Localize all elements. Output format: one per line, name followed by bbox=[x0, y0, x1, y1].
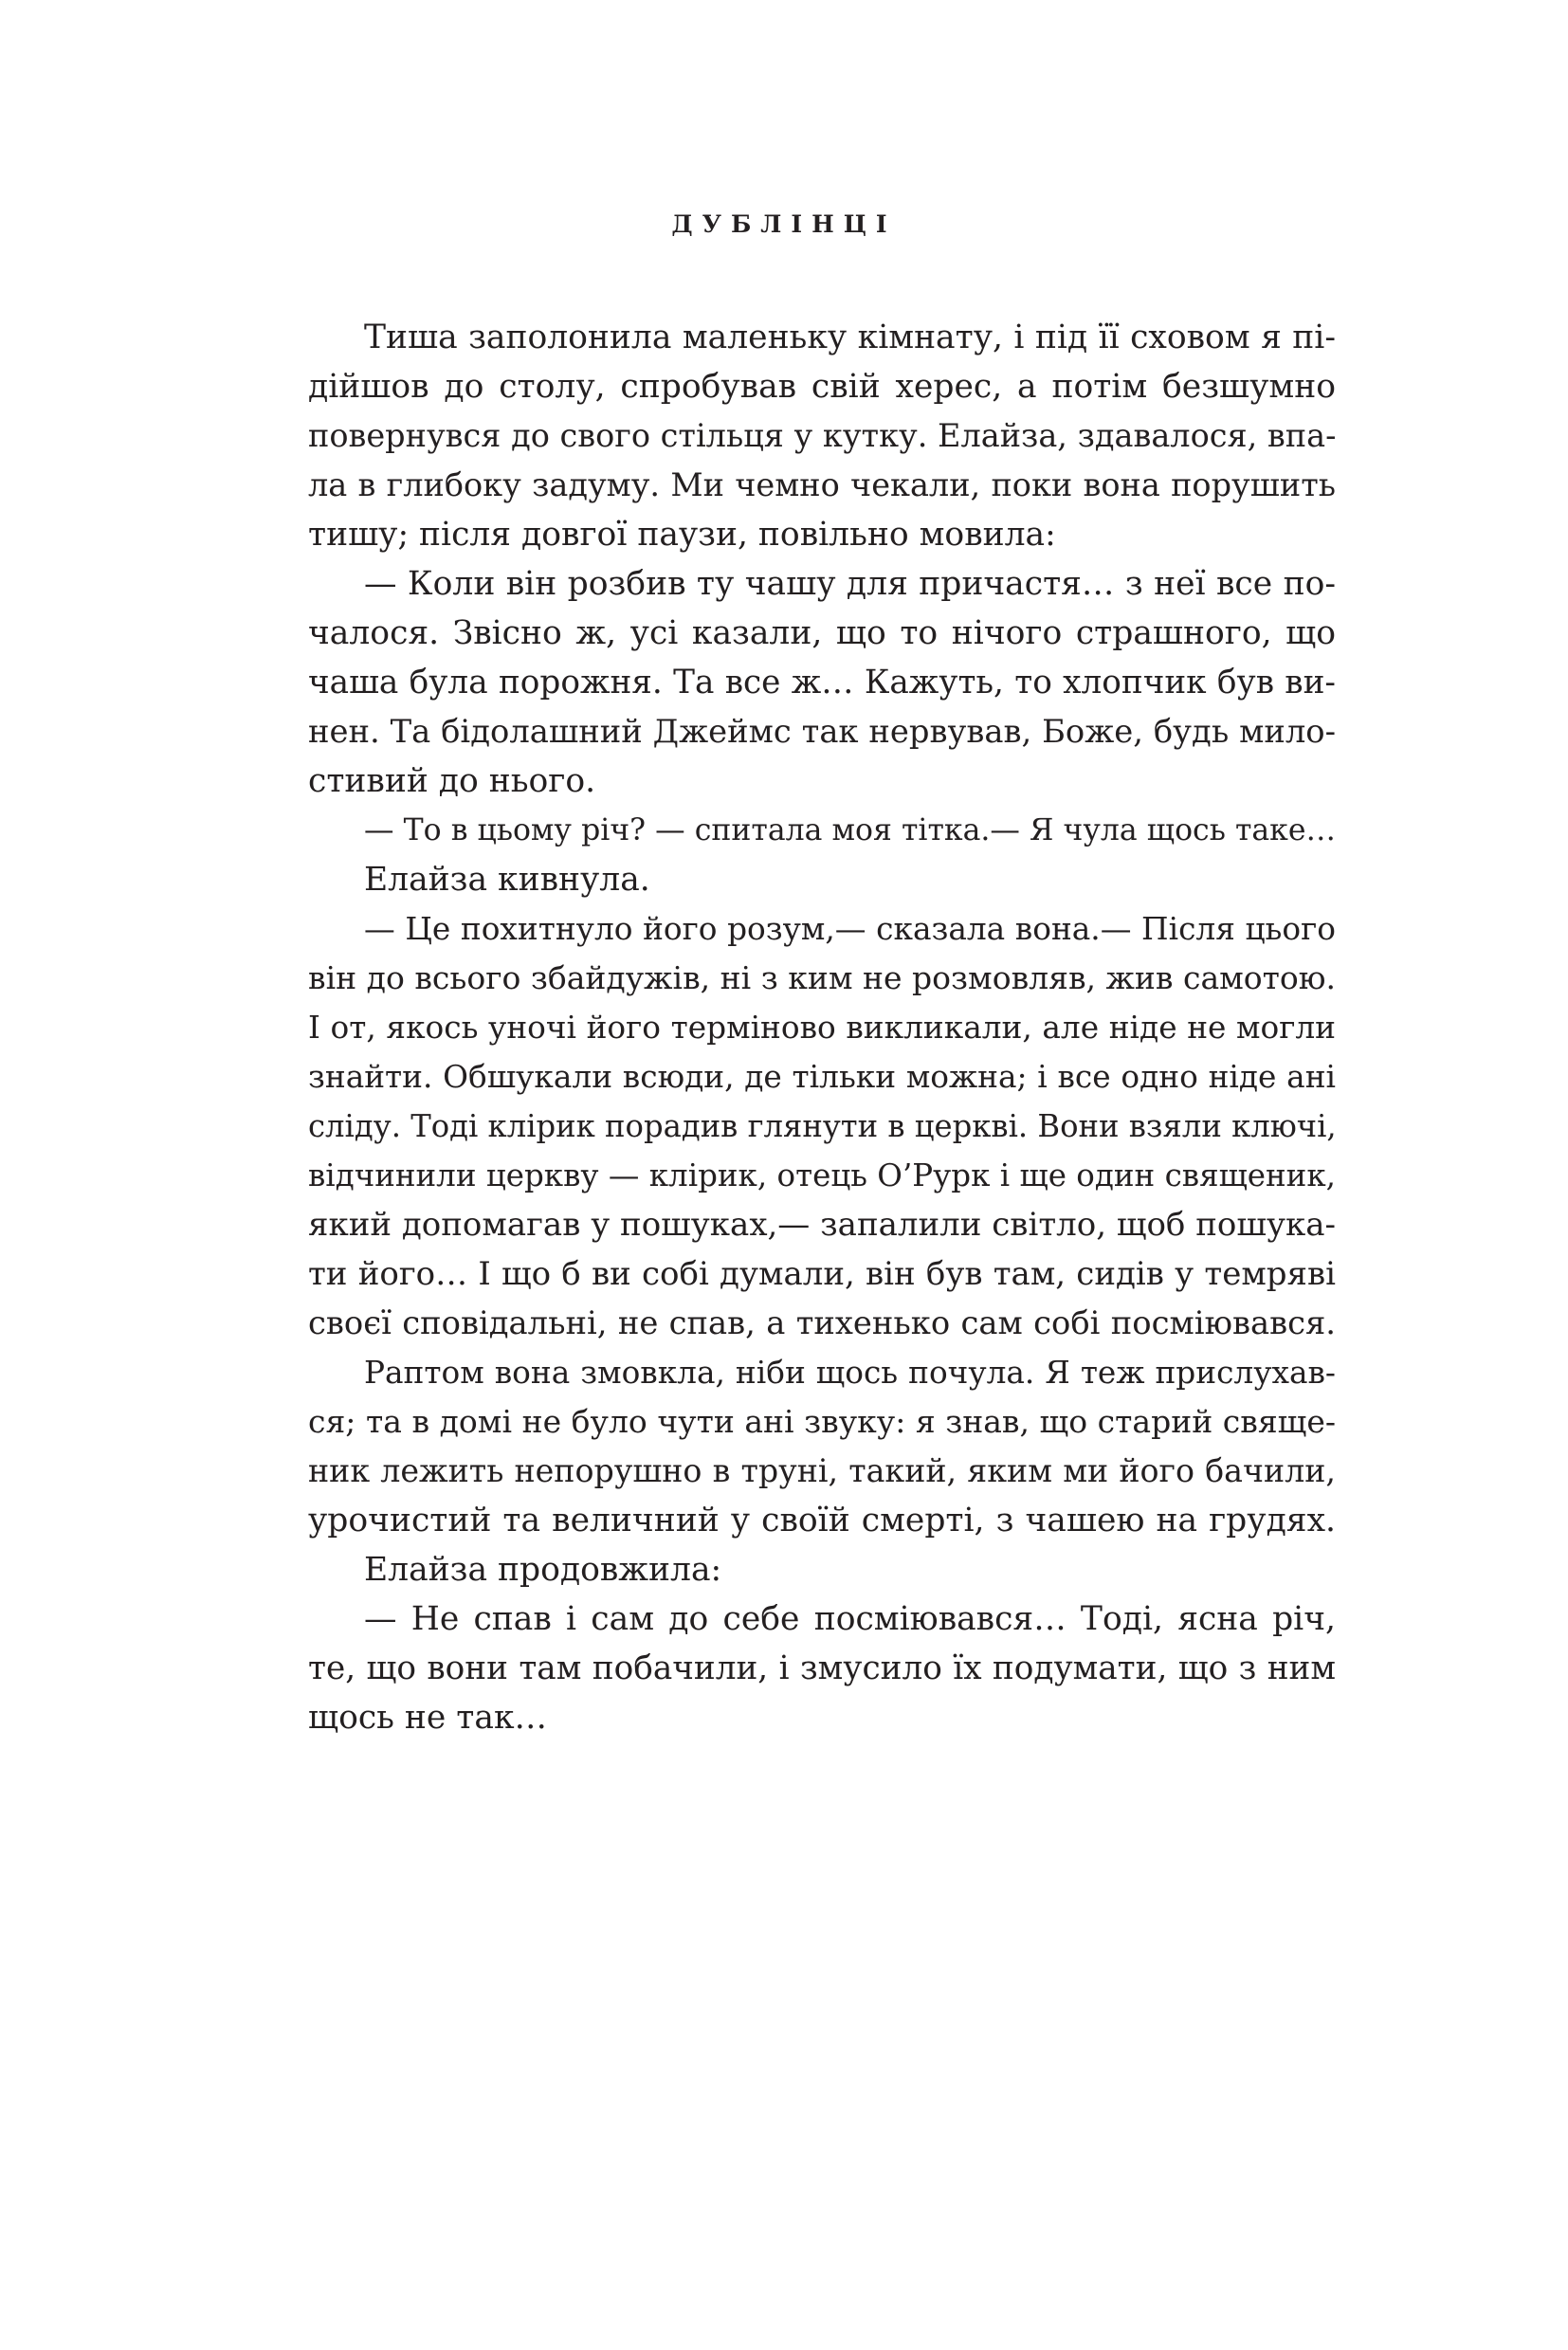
text-line: чаша була порожня. Та все ж… Кажуть, то хлопчик був ви- bbox=[308, 664, 1336, 701]
text-line: тишу; після довгої паузи, повільно мовила: bbox=[308, 516, 1056, 554]
text-line: нен. Та бідолашний Джеймс так нервував, Боже, будь мило- bbox=[308, 713, 1336, 750]
text-line: Раптом вона змовкла, ніби щось почула. Я теж прислухав- bbox=[364, 1355, 1336, 1391]
text-line: повернувся до свого стільця у кутку. Елайза, здавалося, впа- bbox=[308, 417, 1337, 454]
text-line: — Це похитнуло його розум,— сказала вона.— Після цього bbox=[364, 911, 1336, 947]
text-line: урочистий та величний у своїй смерті, з чашею на грудях. bbox=[308, 1502, 1336, 1539]
text-line: знайти. Обшукали всюди, де тільки можна; і все одно ніде ані bbox=[308, 1059, 1336, 1095]
text-line: Тиша заполонила маленьку кімнату, і під її сховом я пі- bbox=[364, 319, 1336, 356]
text-line: — Не спав і сам до себе посміювався… Тоді, ясна річ, bbox=[364, 1600, 1336, 1638]
text-line: — То в цьому річ? — спитала моя тітка.— Я чула щось таке… bbox=[364, 813, 1336, 847]
text-line: сліду. Тоді клірик порадив глянути в церкві. Вони взяли ключі, bbox=[308, 1108, 1337, 1144]
text-line: ся; та в домі не було чути ані звуку: я знав, що старий свяще- bbox=[308, 1403, 1336, 1440]
text-line: І от, якось уночі його терміново викликали, але ніде не могли bbox=[308, 1010, 1336, 1046]
text-line: стивий до нього. bbox=[308, 762, 596, 800]
text-line: щось не так… bbox=[308, 1699, 548, 1737]
text-line: ник лежить непорушно в труні, такий, яким ми його бачили, bbox=[308, 1452, 1336, 1489]
text-line: ти його… І що б ви собі думали, він був там, сидів у темряві bbox=[308, 1255, 1336, 1293]
text-line: який допомагав у пошуках,— запалили світло, щоб пошука- bbox=[308, 1206, 1336, 1244]
text-line: Елайза кивнула. bbox=[364, 861, 650, 899]
text-line: — Коли він розбив ту чашу для причастя… з неї все по- bbox=[364, 565, 1336, 603]
text-line: він до всього збайдужів, ні з ким не розмовляв, жив самотою. bbox=[308, 959, 1336, 996]
text-line: дійшов до столу, спробував свій херес, а потім безшумно bbox=[308, 368, 1336, 406]
text-line: ла в глибоку задуму. Ми чемно чекали, поки вона порушить bbox=[308, 466, 1336, 503]
running-head: ДУБЛІНЦІ bbox=[671, 210, 897, 238]
text-line: чалося. Звісно ж, усі казали, що то нічого страшного, що bbox=[308, 614, 1336, 652]
text-line: Елайза продовжила: bbox=[364, 1551, 722, 1589]
text-line: те, що вони там побачили, і змусило їх подумати, що з ним bbox=[308, 1649, 1336, 1687]
text-line: своєї сповідальні, не спав, а тихенько сам собі посміювався. bbox=[308, 1304, 1336, 1341]
text-line: відчинили церкву — клірик, отець О’Рурк і ще один священик, bbox=[308, 1157, 1336, 1193]
